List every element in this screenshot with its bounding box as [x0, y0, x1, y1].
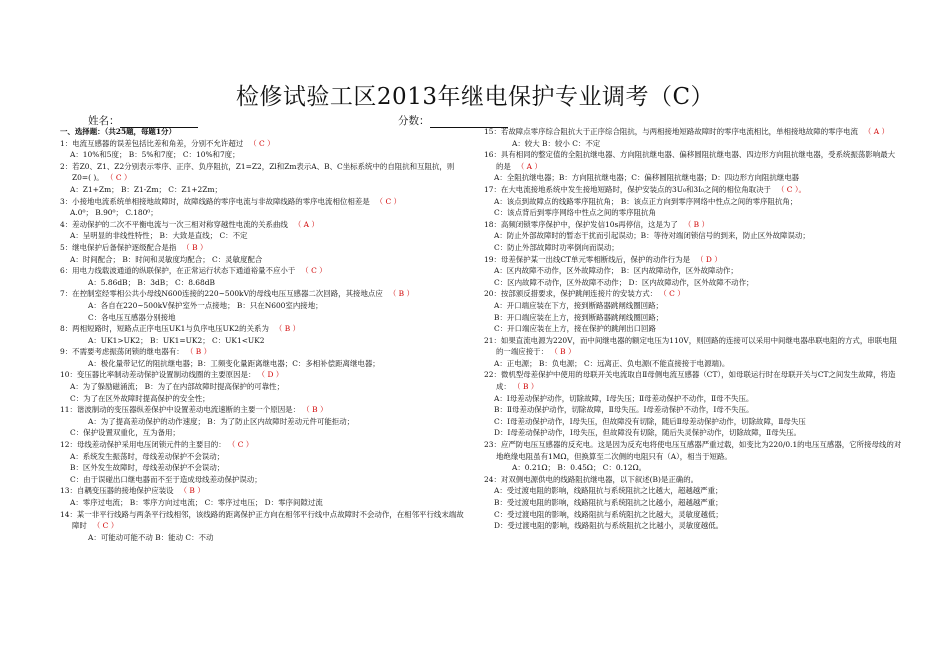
answer-options: B：Ⅱ母差动保护动作，切除故障，Ⅱ母失压。Ⅰ母差动保护不动作，Ⅰ母不失压。 [494, 405, 754, 415]
answer-options: C：受过渡电阻的影响，线路阻抗与系统阻抗之比越大，灵敏度越低； [494, 509, 723, 519]
answer-options: A：时间配合； B：时间和灵敏度均配合； C：灵敏度配合 [70, 254, 263, 264]
answer-options: C：为了在区外故障时提高保护的安全性； [70, 393, 210, 403]
answer-options: A：防止外部故障时的暂态干扰而引起误动；B：等待对端闭锁信号的到来，防止区外故障误动； [494, 231, 810, 241]
page-title: 检修试验工区2013年继电保护专业调考（C） [235, 84, 715, 110]
answer-options: C：开口端应装在上方，接在保护的跳闸出口回路 [494, 324, 656, 334]
question-text: 7：在控制室经零相公共小母线N600连接的220~500kV的母线电压互感器二次回路，其接地点应 （ B ） [60, 289, 414, 299]
answer-key: （ C ） [92, 521, 119, 531]
answer-key: （ B ） [554, 347, 576, 357]
answer-options: B：受过渡电阻的影响，线路阻抗与系统阻抗之比越小，超越越严重； [494, 498, 723, 507]
answer-options: C：区内故障不动作，区外故障不动作； D：区内故障动作，区外故障不动作； [494, 277, 754, 287]
answer-options: A：10%和5度； B：5%和7度； C：10%和7度； [70, 150, 240, 160]
question-text: 14：某一非平行线路与两条平行线相邻，该线路的距离保护正方向在相邻平行线中点故障时不会动作，在相邻平行线末端故障时 （ C ） [60, 509, 464, 531]
answer-options: A：0.21Ω； B：0.45Ω； C：0.12Ω。 [512, 463, 647, 473]
answer-key: （ A ） [293, 219, 319, 229]
answer-options: B：开口端应装在上方，接到断路器跳闸线圈回路； [494, 312, 664, 322]
answer-key: （ C ） [301, 266, 327, 276]
question-text: 23：应严防电压互感器的反充电。这是因为反充电将使电压互感器严重过载，如变比为220/0.1的电压互感器，它所接母线的对地绝缘电阻虽有1MΩ，但换算至二次侧的电阻只有（A），相当于短路。 [484, 440, 902, 461]
answer-options: D：Ⅰ母差动保护动作，Ⅰ母失压，但故障没有切除，随后失灵保护动作，切除故障，Ⅱ母失压。 [494, 428, 801, 438]
answer-options: C：Ⅰ母差动保护动作，Ⅰ母失压，但故障没有切除，随后Ⅱ母差动保护动作，切除故障，Ⅱ母失压 [494, 416, 806, 426]
answer-key: （ B ） [274, 324, 300, 334]
answer-options: A：正电源； B：负电源； C：远离正、负电源(不能直接接于电源端)。 [494, 358, 730, 368]
question-text: 4：差动保护的二次不平衡电流与一次三相对称穿越性电流的关系曲线 （ A ） [60, 219, 319, 229]
question-text: 11：谐波制动的变压器纵差保护中设置差动电流速断的主要一个原因是： （ B ） [60, 405, 328, 415]
answer-options: A：Z1+Zm； B：Z1-Zm； C：Z1+2Zm； [70, 184, 222, 194]
question-text: 3：小接地电流系统单相接地故障时，故障线路的零序电流与非故障线路的零序电流相位相差是 （ C ） [60, 196, 401, 206]
question-text: 1：电流互感器的误差包括比差和角差，分别不允许超过 （ C ） [60, 138, 275, 148]
section-heading: 一、选择题：（共25题，每题1分） [60, 127, 176, 136]
question-text: 9：不需要考虑振荡闭锁的继电器有： （ B ） [60, 347, 212, 357]
answer-options: A.0⁰； B.90⁰； C.180⁰； [70, 208, 158, 218]
answer-options: A：零序过电流； B：零序方向过电流； C：零序过电压； D：零序间隙过流 [70, 498, 323, 507]
name-label: 姓名： [88, 115, 120, 127]
answer-key: （ B ） [179, 486, 205, 496]
answer-key: （ B ） [683, 219, 709, 229]
question-text: 21：如果直流电源为220V，而中间继电器的额定电压为110V，则回路的连接可以采用中间继电器串联电阻的方式，串联电阻的一端应接于： （ B ） [484, 335, 898, 357]
answer-key: （ D ） [696, 254, 722, 264]
answer-options: B：区外发生故障时，母线差动保护不会误动； [70, 463, 225, 473]
question-text: 13：自耦变压器的接地保护应装设 （ B ） [60, 486, 205, 496]
answer-key: （ A ） [516, 161, 542, 171]
answer-key: （ C ）。 [776, 184, 806, 194]
question-text: 8：两相短路时，短路点正序电压UK1与负序电压UK2的关系为 （ B ） [60, 324, 300, 334]
answer-key: （ B ） [306, 405, 328, 415]
question-text: 17：在大电流接地系统中发生接地短路时，保护安装点的3U₀和3I₀之间的相位角取决于 （ C ）。 [484, 184, 806, 194]
answer-options: C：该点背后到零序网络中性点之间的零序阻抗角 [494, 208, 656, 218]
question-text: 5：继电保护后备保护逐级配合是指 （ B ） [60, 242, 208, 252]
question-text: 20：按部颁反措要求，保护跳闸连接片的安装方式： （ C ） [484, 289, 685, 299]
score-label: 分数： [398, 115, 430, 127]
answer-options: A：可能动可能不动 B：能动 C：不动 [88, 532, 214, 542]
answer-options: A：Ⅰ母差动保护动作，切除故障，Ⅰ母失压；Ⅱ母差动保护不动作，Ⅱ母不失压。 [494, 393, 754, 403]
answer-options: A：UK1>UK2； B：UK1=UK2； C：UK1<UK2 [88, 335, 265, 345]
answer-key: （ C ） [663, 289, 685, 299]
right-column [484, 126, 902, 532]
answer-options: A：为了躲励磁涌流； B：为了在内部故障时提高保护的可靠性； [70, 382, 285, 392]
question-text: 18：高频闭锁零序保护中，保护发信10s再停信，这是为了 （ B ） [484, 219, 709, 229]
answer-options: A：为了提高差动保护的动作速度； B：为了防止区内故障时差动元件可能拒动； [88, 416, 355, 426]
answer-key: （ C ） [249, 138, 275, 148]
answer-options: A：各自在220~500kV保护室外一点接地； B：只在N600室内接地； [88, 300, 323, 310]
answer-options: D：受过渡电阻的影响，线路阻抗与系统阻抗之比越小，灵敏度越低。 [494, 521, 724, 531]
question-text: 15：若故障点零序综合阻抗大于正序综合阻抗，与两相接地短路故障时的零序电流相比，单相接地故障的零序电流 （ A ） [484, 127, 889, 136]
answer-options: A：系统发生振荡时，母线差动保护不会误动； [70, 451, 225, 461]
answer-options: A：5.86dB； B：3dB； C：8.68dB [88, 277, 215, 287]
answer-options: A：开口端应装在下方，接到断路器跳闸线圈回路； [494, 300, 663, 310]
question-text: 19：母差保护某一出线CT单元零相断线后，保护的动作行为是 （ D ） [484, 254, 722, 264]
answer-key: （ B ） [516, 382, 539, 392]
answer-key: （ B ） [189, 347, 212, 357]
question-text: 10：变压器比率制动差动保护设置制动线圈的主要原因是： （ D ） [60, 370, 284, 380]
answer-options: A：区内故障不动作，区外故障动作； B：区内故障动作，区外故障动作； [494, 266, 738, 276]
answer-options: C：由于误碰出口继电器而不至于造成母线差动保护误动； [70, 474, 262, 484]
answer-options: A：呈明显的非线性特性； B：大致是直线； C：不定 [70, 231, 248, 241]
answer-options: C：保护设置双重化，互为备用； [70, 428, 180, 438]
answer-key: （ C ） [375, 196, 401, 206]
answer-options: A：受过渡电阻的影响，线路阻抗与系统阻抗之比越大，超越越严重； [494, 486, 723, 496]
left-column [60, 126, 470, 543]
answer-key: （ C ） [231, 440, 254, 450]
answer-key: （ D ） [261, 370, 284, 380]
answer-options: C：防止外部故障时功率倒向而误动； [494, 242, 619, 252]
answer-key: （ B ） [182, 242, 208, 252]
answer-key: （ A ） [863, 127, 889, 136]
answer-options: C：各电压互感器分别接地 [88, 312, 176, 322]
answer-options: A：全阻抗继电器；B：方向阻抗继电器；C：偏移圆阻抗继电器；D：四边形方向阻抗继电器 [494, 173, 800, 183]
question-text: 16：具有相同的整定值的全阻抗继电器、方向阻抗继电器、偏移圆阻抗继电器、四边形方向阻抗继电器，受系统振荡影响最大的是 （ A ） [484, 150, 896, 171]
question-text: 22：微机型母差保护中使用的母联开关电流取自Ⅱ母侧电流互感器（CT），如母联运行时在母联开关与CT之间发生故障，将造成： （ B ） [484, 370, 896, 392]
answer-options: A：极化量带记忆的阻抗继电器；B：工频变化量距离继电器；C：多相补偿距离继电器； [88, 358, 380, 368]
question-text: 6：用电力线载波通道的纵联保护，在正常运行状态下通道裕量不应小于 （ C ） [60, 266, 327, 276]
question-text: 24：对双侧电源供电的线路阻抗继电器，以下叙述(B)是正确的。 [484, 474, 699, 484]
answer-options: A：该点到故障点的线路零序阻抗角； B：该点正方向到零序网络中性点之间的零序阻抗角； [494, 196, 798, 206]
answer-options: A：较大 B：较小 C：不定 [512, 138, 601, 148]
question-text: 12：母线差动保护采用电压闭锁元件的主要目的： （ C ） [60, 440, 254, 450]
question-text: 2：若Z0、Z1、Z2分别表示零序、正序、负序阻抗，Z1=Z2，Zl和Zm表示A、B、C坐标系统中的自阻抗和互阻抗，则Z0=( )。 （ C ） [60, 161, 455, 183]
answer-key: （ B ） [388, 289, 414, 299]
answer-key: （ C ） [109, 173, 132, 183]
